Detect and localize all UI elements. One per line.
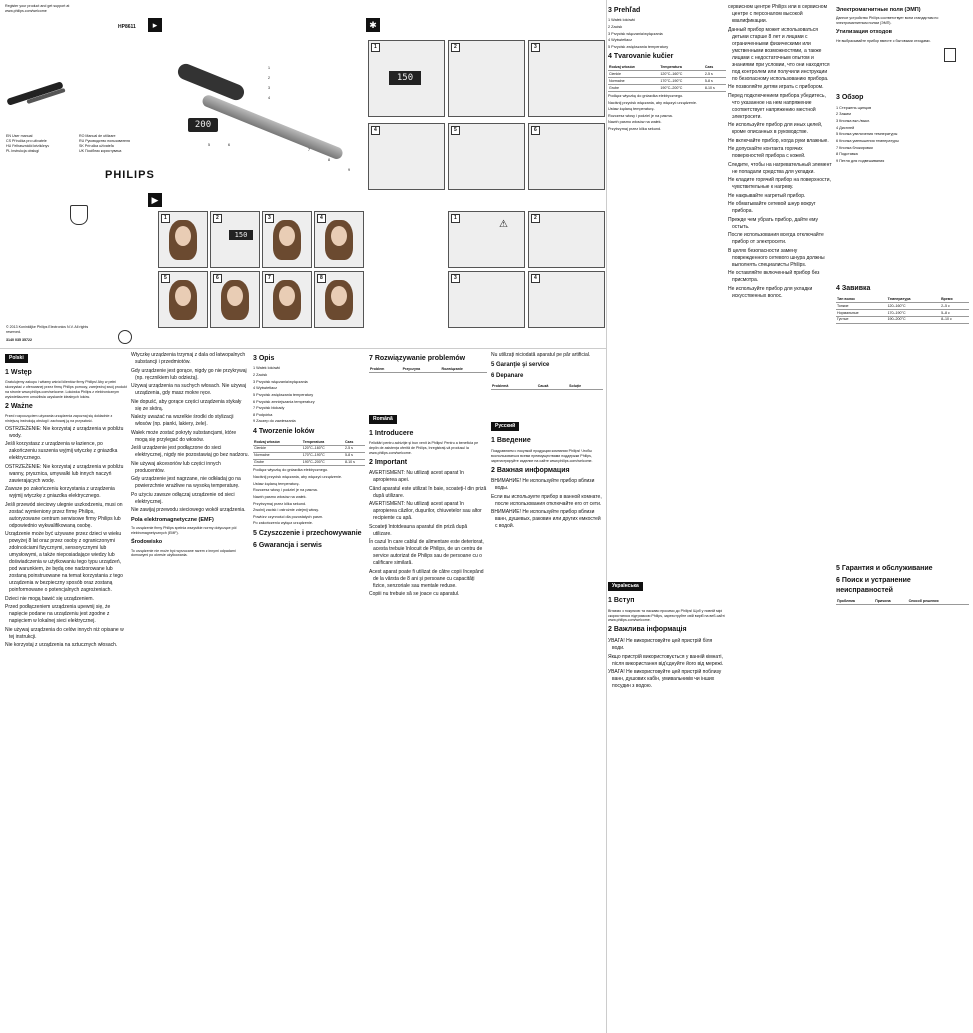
- overview-item: 8 Podpórka: [253, 412, 273, 417]
- overview-item: 5 Przycisk zwiększania temperatury: [253, 392, 314, 397]
- curl-section-icon: ▶: [148, 193, 162, 207]
- overview-item: 3 Przycisk włączania/wyłączania: [608, 31, 663, 36]
- warning-item: AVERTISMENT: Nu utilizaţi acest aparat în apropierea apei.: [369, 470, 464, 484]
- curl-fig-1: 1: [158, 211, 208, 268]
- warning-icon: ⚠: [499, 219, 508, 230]
- ru-intro-text: Поздравляем с покупкой продукции компании Philips! Чтобы воспользоваться всеми преимуществами поддержки Philips, зарегистрируйте изделие на сайте www.philips.com/welcome.: [491, 449, 593, 463]
- warning-item: Przed podłączeniem urządzenia upewnij się, że napięcie podane na urządzeniu jest zgodne z napięciem w lokalnej sieci elektrycznej.: [5, 604, 111, 625]
- style-step: Ustaw żądaną temperaturę.: [253, 481, 300, 486]
- warning-item: Când aparatul este utilizat în baie, scoateţi-l din priză după utilizare.: [369, 485, 487, 499]
- overview-item: 9 Zaczep do zawieszania: [253, 419, 296, 424]
- ro-troubleshooting-table: Problemă Cauză Soluţie: [491, 383, 603, 390]
- warning-item: Acest aparat poate fi utilizat de către copii începând de la vârsta de 8 ani şi persoane cu capacităţi fizice, senzoriale sau mentale reduse.: [369, 568, 484, 589]
- warning-item: Gdy urządzenie jest gorące, nigdy go nie przykrywaj (np. ręcznikiem lub odzieżą).: [131, 367, 247, 381]
- warning-item: Если вы используете прибор в ванной комнате, после использования отключайте его от сети.: [491, 493, 602, 507]
- ru-item: сервисном центре Philips или в сервисном центре с персоналом высокой квалификации.: [728, 4, 828, 24]
- style-step: Rozczesz włosy i podziel je na pasma.: [608, 113, 673, 118]
- important-text: Przed rozpoczęciem używania urządzenia zapoznaj się dokładnie z niniejszą instrukcją obsługi i zachowaj ją na przyszłość.: [5, 414, 113, 423]
- ru-item: Следите, чтобы на нагревательный элемент не попадали средства для укладки.: [728, 161, 832, 175]
- curl-fig-7: 7: [262, 271, 312, 328]
- warning-item: Dzieci nie mogą bawić się urządzeniem.: [5, 595, 94, 602]
- ru-item: Не позволяйте детям играть с прибором.: [728, 84, 824, 90]
- style-step: Przytrzymaj przez kilka sekund.: [608, 127, 662, 131]
- ru-item: Прежде чем убрать прибор, дайте ему остыть.: [728, 216, 819, 230]
- cover-footer: [6, 325, 96, 341]
- cleaning-steps: [448, 193, 608, 343]
- polski-col-2: [131, 352, 249, 1027]
- doc-code: 3140 035 35722: [6, 337, 32, 341]
- ru-env-title: Утилизация отходов: [836, 29, 892, 36]
- warning-item: OSTRZEŻENIE: Nie korzystaj z urządzenia w pobliżu wody.: [5, 425, 124, 439]
- philips-shield-icon: [70, 205, 88, 225]
- callout-5: 5: [208, 143, 210, 147]
- temperature-table: Rodzaj włosów Temperatura Czas Cienkie 120°C–160°C 2-5 s Normalne 170°C–190°C 5-8 s Grube 190°C–200°C 8-10 s: [253, 439, 365, 466]
- warning-item: OSTRZEŻENIE: Nie korzystaj z urządzenia w pobliżu wanny, prysznica, umywalki lub innych naczyń zawierających wodę.: [5, 463, 124, 484]
- step-fig-3: 3: [528, 40, 605, 117]
- curl-fig-2: 2 150: [210, 211, 260, 268]
- product-image: [6, 70, 66, 110]
- uk-important-title: 2 Важлива інформація: [608, 626, 687, 634]
- lang-tab-romana: Română: [369, 415, 397, 424]
- curl-fig-3: 3: [262, 211, 312, 268]
- warning-item: Якщо пристрій використовується у ванній кімнаті, після використання від'єднуйте його від мережі.: [608, 653, 724, 667]
- sk-overview-title: 3 Prehľad: [608, 7, 641, 14]
- gear-icon: ✱: [366, 18, 380, 32]
- overview-item: 2 Zacisk: [608, 25, 623, 30]
- ru-item: Не обматывайте сетевой шнур вокруг прибора.: [728, 201, 816, 214]
- overview-item: 5 Przycisk zwiększania temperatury: [608, 44, 669, 49]
- style-step: Powtórz czynności dla pozostałych pasm.: [253, 514, 324, 519]
- product-section-icon: ▸: [148, 18, 162, 32]
- style-step: Naciśnij przycisk włączania, aby włączyć urządzenie.: [253, 475, 343, 479]
- polski-col-3: [253, 352, 365, 1027]
- warning-item: УВАГА! Не використовуйте цей пристрій біля води.: [608, 638, 713, 652]
- polski-col-4: [369, 352, 487, 1027]
- divider: [0, 348, 606, 349]
- troubleshooting-title: 7 Rozwiązywanie problemów: [369, 355, 466, 362]
- overview-item: 2 Zacisk: [253, 373, 268, 378]
- model-number: HP8611: [118, 24, 136, 30]
- lang-id: HU Felhasználói kézikönyv: [6, 143, 50, 148]
- ru-env-text: Не выбрасывайте прибор вместе с бытовыми отходами.: [836, 38, 931, 43]
- style-step: Nawiń pasmo włosów na wałek.: [608, 120, 662, 125]
- ru-guarantee-title: 5 Гарантия и обслуживание: [836, 564, 933, 572]
- ru-intro-title: 1 Введение: [491, 437, 531, 445]
- warning-item: Scoateţi întotdeauna aparatul din priză după utilizare.: [369, 523, 468, 537]
- maint-title: 5 Czyszczenie i przechowywanie: [253, 529, 362, 537]
- header-line2: www.philips.com/welcome: [5, 8, 47, 13]
- ru-emf-text: Данное устройство Philips соответствует всем стандартам по электромагнитным полям (ЭМП).: [836, 16, 939, 26]
- callout-7: 7: [308, 148, 310, 152]
- lang-id: EN User manual: [6, 134, 33, 138]
- copyright: © 2013 Koninklijke Philips Electronics N.V. All rights reserved.: [6, 325, 89, 334]
- power-steps: [366, 18, 606, 188]
- ro-guarantee-title: 5 Garanţie şi service: [491, 362, 550, 368]
- lang-tab-ukr: Українська: [608, 582, 643, 591]
- overview-item: 8 Подставка: [836, 152, 858, 157]
- ru-important-title: 2 Важная информация: [491, 466, 570, 474]
- ukr-col: [608, 580, 726, 1027]
- curl-fig-5: 5: [158, 271, 208, 328]
- overview-item: 4 Wyświetlacz: [608, 38, 633, 43]
- curl-fig-8: 8: [314, 271, 364, 328]
- warning-item: Wtyczkę urządzenia trzymaj z dala od łatwopalnych substancji i przedmiotów.: [131, 352, 246, 365]
- lang-id: PL Instrukcja obsługi: [6, 148, 40, 153]
- header-line1: Register your product and get support at: [5, 4, 70, 8]
- overview-item: 1 Стержень щипцов: [836, 105, 872, 110]
- callout-3: 3: [268, 86, 270, 90]
- ro-intro-text: Felicitări pentru achiziţie şi bun venit la Philips! Pentru a beneficia pe deplin de asistenţa oferită de Philips, înregistraţi-vă produsul la www.philips.com/welcome.: [369, 441, 479, 456]
- step-fig-5: 5: [448, 123, 525, 190]
- callout-6: 6: [228, 143, 230, 147]
- sk-style-title: 4 Tvarovanie kučier: [608, 53, 674, 61]
- overview-item: 6 Кнопка уменьшения температуры: [836, 138, 899, 143]
- step-fig-6: 6: [528, 123, 605, 190]
- style-step: Przytrzymaj przez kilka sekund.: [253, 501, 307, 506]
- callout-1: 1: [268, 66, 270, 70]
- overview-item: 2 Зажим: [836, 112, 851, 117]
- warning-item: УВАГА! Не використовуйте цей пристрій поблизу ванн, душових кабін, умивальників чи інших посудин з водою.: [608, 669, 722, 690]
- env-text: To urządzenie nie może być wyrzucane razem z innymi odpadami domowymi po okresie użytkowania.: [131, 548, 236, 558]
- ru-temperature-table: Тип волос Температура Время Тонкие 120–160°C 2–5 с Нормальные 170–190°C 5–8 с Густые 190–200°C 8–10 с: [836, 296, 969, 323]
- ru-overview-title: 3 Обзор: [836, 94, 864, 102]
- warning-item: Не используйте прибор для укладки искусственных волос.: [728, 285, 813, 299]
- warning-item: Nie używaj akcesoriów lub części innych producentów.: [131, 460, 221, 474]
- ru-item: Не накрывайте нагретый прибор.: [728, 192, 806, 199]
- warning-item: AVERTISMENT: Nu utilizaţi acest aparat în apropierea căzilor, duşurilor, chiuvetelor sau altor recipiente cu apă.: [369, 501, 482, 522]
- warning-item: Należy uważać na wszelkie środki do stylizacji włosów (np. pianki, lakiery, żele).: [131, 414, 234, 427]
- clean-fig-2: 2: [528, 211, 605, 268]
- style-step: Rozczesz włosy i podziel je na pasma.: [253, 488, 318, 493]
- overview-item: 9 Петля для подвешивания: [836, 158, 885, 163]
- warning-item: Używaj urządzenia na suchych włosach. Nie używaj urządzenia, gdy masz mokre ręce.: [131, 383, 247, 396]
- warning-item: Copiii nu trebuie să se joace cu aparatul.: [369, 591, 460, 598]
- upper-col-a: [608, 4, 726, 579]
- warning-item: Wałek może zostać pokryty substancjami, które mogą się przylegać do włosów.: [131, 429, 237, 443]
- ro-important-title: 2 Important: [369, 459, 408, 466]
- ru-item: Не включайте прибор, когда руки влажные.: [728, 137, 829, 144]
- warning-item: Nie używaj urządzenia do celów innych niż opisane w tej instrukcji.: [5, 626, 124, 640]
- callout-8: 8: [328, 158, 330, 162]
- emf-text: To urządzenie firmy Philips spełnia wszystkie normy dotyczące pól elektromagnetycznych (EMF).: [131, 526, 237, 536]
- clean-fig-3: 3: [448, 271, 525, 328]
- warning-item: ВНИМАНИЕ! Не используйте прибор вблизи воды.: [491, 478, 595, 492]
- warning-item: Nie korzystaj z urządzenia na sztucznych włosach.: [5, 642, 118, 649]
- step-fig-2: 2: [448, 40, 525, 117]
- style-step: Podłącz wtyczkę do gniazdka elektrycznego.: [253, 468, 329, 473]
- ru-item: Перед подключением прибора убедитесь, что указанное на нем напряжение соответствует напряжению местной электросети.: [728, 92, 826, 120]
- overview-title: 3 Opis: [253, 355, 275, 362]
- lang-id: UK Посібник користувача: [79, 148, 122, 153]
- language-list: [6, 134, 146, 162]
- warning-item: После использования всегда отключайте прибор от электросети.: [728, 232, 824, 245]
- style-step: Podłącz wtyczkę do gniazdka elektrycznego.: [608, 93, 684, 98]
- overview-item: 6 Przycisk zmniejszania temperatury: [253, 399, 315, 404]
- style-step: Ustaw żądaną temperaturę.: [608, 107, 655, 112]
- overview-item: 1 Wałek lokówki: [608, 18, 636, 23]
- warning-item: Zawsze po zakończeniu korzystania z urządzenia wyjmij wtyczkę z gniazdka elektrycznego.: [5, 486, 115, 500]
- style-step: Po zakończeniu wyłącz urządzenie.: [253, 521, 313, 526]
- curler-barrel: [201, 93, 345, 160]
- section-intro: 1 Wstęp: [5, 368, 32, 376]
- russian-col-2: [728, 4, 833, 1029]
- ro-troubleshooting-title: 6 Depanare: [491, 373, 524, 380]
- ru-item: Данный прибор может использоваться детьми старше 8 лет и лицами с ограниченными физическими или умственными возможностями, а также лицами с недостаточным опытом и знаниями при условии, что они находятся под контролем или получили инструкции по безопасному использованию прибора.: [728, 26, 830, 82]
- ru-troubleshooting-title: 6 Поиск и устранение неисправностей: [836, 577, 911, 594]
- overview-item: 5 Кнопка увеличения температуры: [836, 132, 898, 137]
- warning-item: Urządzenie może być używane przez dzieci w wieku powyżej 8 lat oraz przez osoby z ograniczonymi zdolnościami fizycznymi, sensorycznymi lub umysłowymi, a także nieposiadające wiedzy lub doświadczenia w użytkowaniu tego typu urządzeń, pod warunkiem, że będą one nadzorowane lub zostaną poinstruowane na temat korzystania z tego urządzenia w bezpieczny sposób oraz zostaną poinformowane o potencjalnych zagrożeniach.: [5, 531, 123, 594]
- product-diagram: [148, 18, 358, 178]
- style-step: Nawiń pasmo włosów na wałek.: [253, 494, 307, 499]
- warning-item: Nu utilizaţi niciodată aparatul pe păr artificial.: [491, 352, 591, 358]
- temperature-display: 200: [188, 118, 218, 132]
- uk-intro-text: Вітаємо з покупкою та ласкаво просимо до Philips! Щоб у повній мірі скористатися підтримкою Philips, зареєструйте свій виріб на веб-сайті www.philips.com/welcome.: [608, 608, 725, 623]
- overview-item: 7 Кнопка блокировки: [836, 145, 873, 150]
- style-step: Zwolnij zacisk i ostrożnie zdejmij włosy.: [253, 508, 319, 513]
- lang-tab-russian: Русский: [491, 422, 519, 431]
- overview-item: 3 Przycisk włączania/wyłączania: [253, 379, 308, 384]
- bin-icon: [944, 48, 956, 62]
- russian-col-3: [836, 4, 969, 1029]
- callout-9: 9: [348, 168, 350, 172]
- warning-item: Nie zawijaj przewodu sieciowego wokół urządzenia.: [131, 507, 246, 513]
- step-fig-4: 4: [368, 123, 445, 190]
- lang-id: CS Příručka pro uživatele: [6, 138, 47, 143]
- curling-steps: [148, 193, 363, 343]
- ru-item: Не используйте прибор для иных целей, кроме описанных в руководстве.: [728, 122, 823, 135]
- emf-title: Pola elektromagnetyczne (EMF): [131, 517, 214, 523]
- sk-temperature-table: Rodzaj włosów Temperatura Czas Cienkie 120°C–160°C 2-5 s Normalne 170°C–190°C 5-8 s Grube 190°C–200°C 8-10 s: [608, 65, 726, 92]
- lang-id: RU Руководство пользователя: [79, 138, 130, 143]
- overview-item: 7 Przycisk blokady: [253, 406, 285, 411]
- clean-fig-4: 4: [528, 271, 605, 328]
- style-step: Naciśnij przycisk włączania, aby włączyć urządzenie.: [608, 100, 698, 105]
- ru-troubleshooting-table: Проблема Причина Способ решения: [836, 598, 969, 605]
- ready-display: 150: [389, 71, 421, 85]
- callout-4: 4: [268, 96, 270, 100]
- warning-item: В целях безопасности замену поврежденного сетевого шнура должны выполнять специалисты Philips.: [728, 247, 825, 268]
- ro-intro-title: 1 Introducere: [369, 430, 414, 438]
- recycle-icon: [118, 330, 132, 344]
- warning-item: În cazul în care cablul de alimentare este deteriorat, acesta trebuie înlocuit de Philips, de un centru de service autorizat de Philips sau de persoane cu o calificare similară.: [369, 539, 484, 567]
- curl-fig-4: 4: [314, 211, 364, 268]
- intro-text: Gratulujemy zakupu i witamy wśród klientów firmy Philips! Aby w pełni skorzystać z oferowanej przez firmę Philips pomocy, zarejestruj swój produkt na stronie www.philips.com/welcome. Lokówka Philips z elektronicznym wyświetlaczem umożliwia uzyskanie idealnych loków.: [5, 380, 127, 399]
- curl-fig-6: 6: [210, 271, 260, 328]
- lang-id: SK Príručka užívateľa: [79, 143, 114, 148]
- section-important: 2 Ważne: [5, 402, 33, 410]
- lang-id: RO Manual de utilizare: [79, 134, 116, 138]
- uk-intro-title: 1 Вступ: [608, 597, 635, 604]
- overview-item: 4 Wyświetlacz: [253, 386, 278, 391]
- clean-fig-1: 1 ⚠: [448, 211, 525, 268]
- warning-item: Po użyciu zawsze odłączaj urządzenie od sieci elektrycznej.: [131, 491, 235, 505]
- overview-item: 1 Wałek lokówki: [253, 366, 281, 371]
- overview-item: 3 Кнопка вкл./выкл.: [836, 119, 871, 124]
- warning-item: Jeśli korzystasz z urządzenia w łazience, po zakończeniu suszenia wyjmij wtyczkę z gniazdka elektrycznego.: [5, 441, 118, 462]
- divider: [606, 0, 607, 1033]
- philips-logo: PHILIPS: [105, 169, 155, 181]
- env-title: Środowisko: [131, 539, 163, 546]
- step-fig-1: 1 150: [368, 40, 445, 117]
- warning-item: ВНИМАНИЕ! Не используйте прибор вблизи ванн, душевых, раковин или других емкостей с водой.: [491, 509, 601, 530]
- ru-item: Не кладите горячий прибор на поверхности, чувствительные к нагреву.: [728, 177, 831, 190]
- warning-item: Nie dopuść, aby gorące części urządzenia stykały się ze skórą.: [131, 398, 242, 412]
- overview-item: 4 Дисплей: [836, 125, 855, 130]
- warning-item: Jeśli urządzenie jest podłączone do sieci elektrycznej, nigdy nie pozostawiaj go bez nadzoru.: [131, 445, 249, 458]
- polski-col-1: [5, 352, 127, 1027]
- ru-item: Не допускайте контакта горячих поверхностей прибора с кожей.: [728, 146, 806, 159]
- guarantee-title: 6 Gwarancja i serwis: [253, 541, 322, 549]
- romana-col-2: [491, 352, 603, 1027]
- cover-header: [5, 4, 145, 18]
- callout-2: 2: [268, 76, 270, 80]
- ru-emf-title: Электромагнитные поля (ЭМП): [836, 7, 921, 13]
- warning-item: Gdy urządzenie jest nagrzane, nie odkładaj go na powierzchnie wrażliwe na wysoką temperaturę.: [131, 476, 241, 489]
- warning-item: Не оставляйте включенный прибор без присмотра.: [728, 270, 820, 283]
- style-title: 4 Tworzenie loków: [253, 427, 315, 435]
- lang-tab-polski: Polski: [5, 354, 28, 363]
- troubleshooting-table: Problem Przyczyna Rozwiązanie: [369, 366, 487, 373]
- ru-style-title: 4 Завивка: [836, 284, 871, 292]
- warning-item: Jeśli przewód sieciowy ulegnie uszkodzeniu, musi on zostać wymieniony przez firmę Philips, autoryzowane centrum serwisowe firmy Philips lub odpowiednio wykwalifikowaną osobę.: [5, 501, 123, 529]
